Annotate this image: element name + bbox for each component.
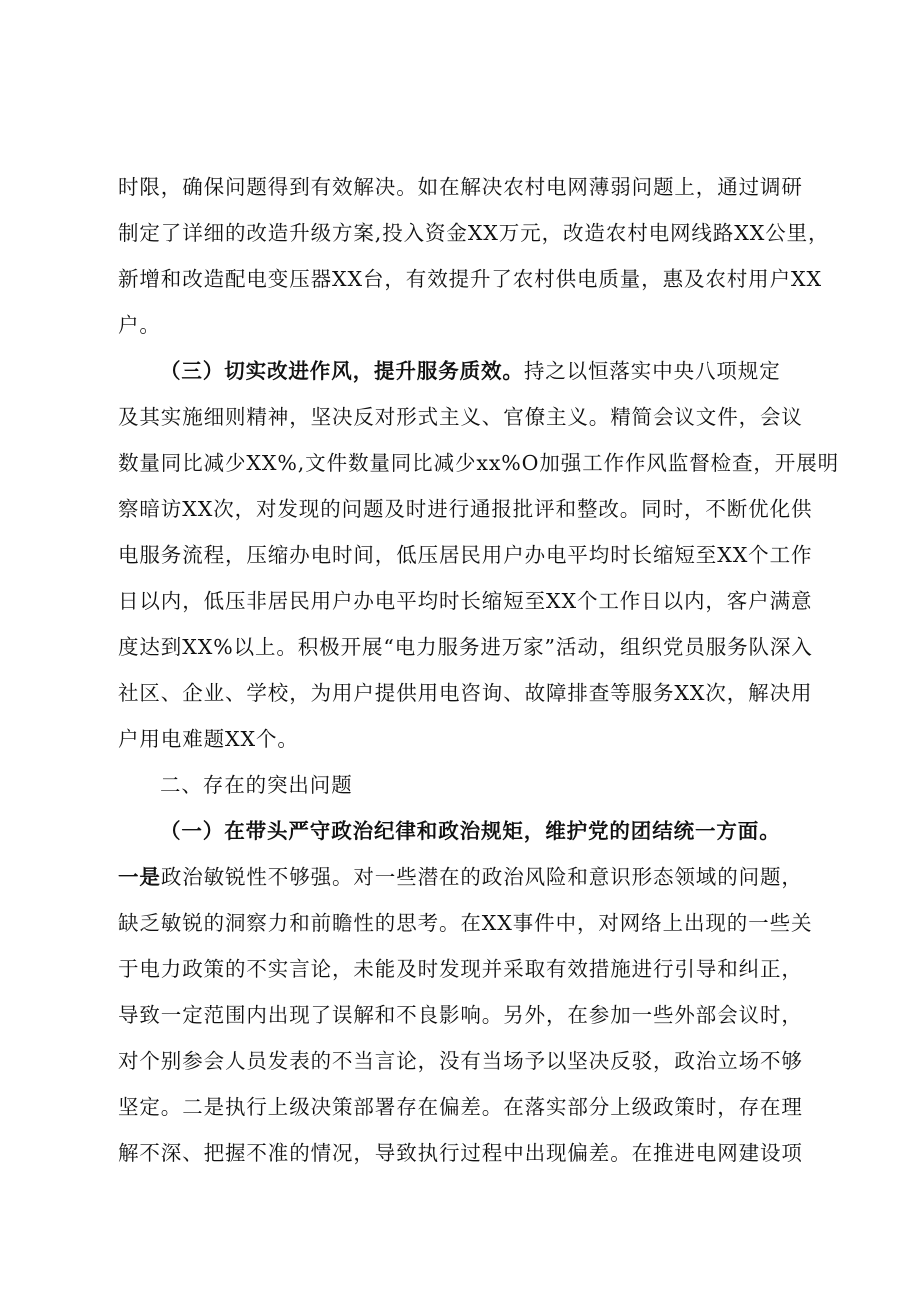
paragraph-line: 察暗访XX次，对发现的问题及时进行通报批评和整改。同时，不断优化供 [118, 497, 813, 521]
point-one-label: 一是 [118, 865, 161, 889]
paragraph-line: 于电力政策的不实言论，未能及时发现并采取有效措施进行引导和纠正， [118, 957, 803, 981]
paragraph-line: 度达到XX%以上。积极开展“电力服务进万家”活动，组织党员服务队深入 [118, 635, 813, 659]
point-one-text: 政治敏锐性不够强。对一些潜在的政治风险和意识形态领域的问题， [160, 865, 803, 889]
paragraph-line: 坚定。二是执行上级决策部署存在偏差。在落实部分上级政策时，存在理 [118, 1095, 803, 1119]
paragraph-line: 日以内，低压非居民用户办电平均时长缩短至XX个工作日以内，客户满意 [118, 589, 813, 613]
paragraph-line: 时限，确保问题得到有效解决。如在解决农村电网薄弱问题上，通过调研 [118, 175, 803, 199]
subsection-one-first-line [118, 863, 818, 891]
paragraph-line: 户用电难题XX个。 [118, 727, 299, 751]
paragraph-line: 导致一定范围内出现了误解和不良影响。另外，在参加一些外部会议时， [118, 1003, 803, 1027]
section-two-heading: 二、存在的突出问题 [160, 773, 353, 797]
paragraph-line: 解不深、把握不准的情况，导致执行过程中出现偏差。在推进电网建设项 [118, 1141, 803, 1165]
paragraph-line: 社区、企业、学校，为用户提供用电咨询、故障排查等服务XX次，解决用 [118, 681, 813, 705]
paragraph-line: 及其实施细则精神，坚决反对形式主义、官僚主义。精简会议文件，会议 [118, 405, 803, 429]
section-three-paragraph [160, 357, 820, 385]
paragraph-line: 制定了详细的改造升级方案,投入资金XX万元，改造农村电网线路XX公里， [118, 221, 830, 245]
paragraph-line: 户。 [118, 313, 161, 337]
paragraph-line: 缺乏敏锐的洞察力和前瞻性的思考。在XX事件中，对网络上出现的一些关 [118, 911, 813, 935]
paragraph-line: 电服务流程，压缩办电时间，低压居民用户办电平均时长缩短至XX个工作 [118, 543, 813, 567]
section-three-text: 持之以恒落实中央八项规定 [523, 359, 781, 383]
paragraph-line: 数量同比减少XX%,文件数量同比减少xx%O加强工作作风监督检查，开展明 [118, 451, 839, 475]
section-three-heading: （三）切实改进作风，提升服务质效。 [160, 359, 524, 383]
paragraph-line: 新增和改造配电变压器XX台，有效提升了农村供电质量，惠及农村用户XX [118, 267, 822, 291]
paragraph-line: 对个别参会人员发表的不当言论，没有当场予以坚决反驳，政治立场不够 [118, 1049, 803, 1073]
subsection-one-heading: （一）在带头严守政治纪律和政治规矩，维护党的团结统一方面。 [160, 819, 781, 843]
